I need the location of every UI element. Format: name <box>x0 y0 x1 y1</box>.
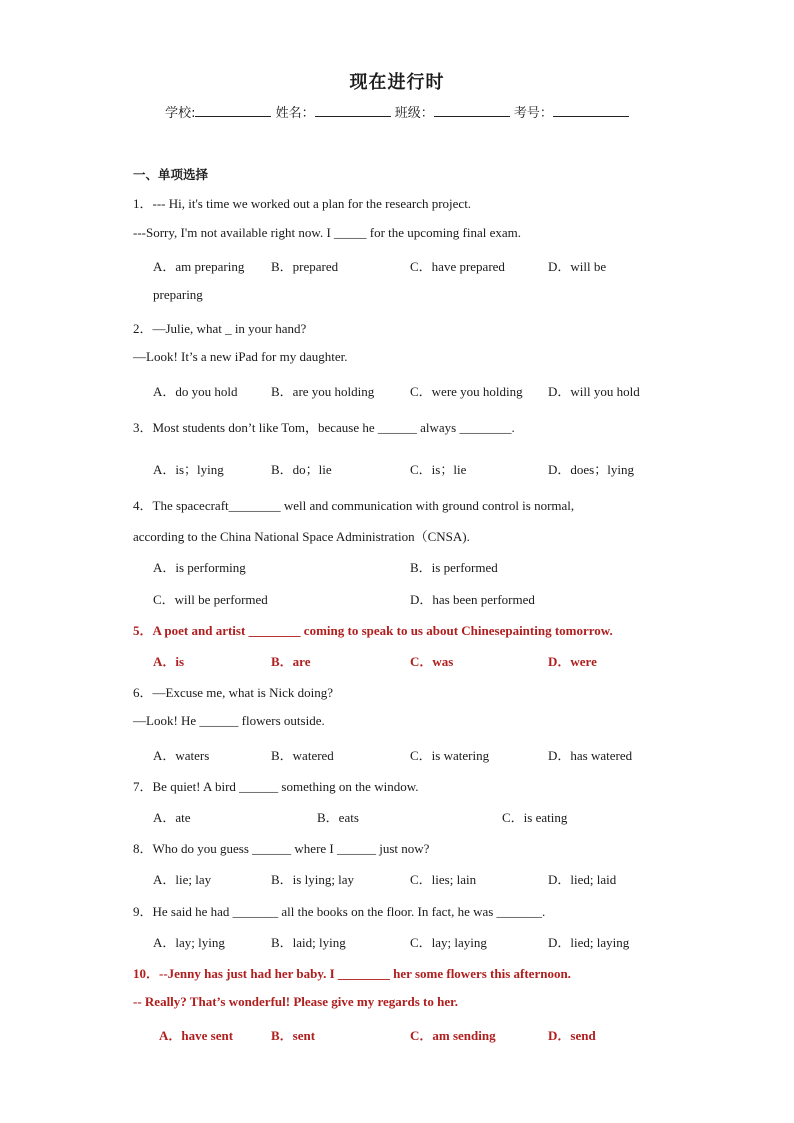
page-title: 现在进行时 <box>349 72 445 93</box>
question-2-reply: —Look! It’s a new iPad for my daughter. <box>133 349 348 364</box>
class-label: 班级： <box>394 106 434 121</box>
question-3-option-b: B．do；lie <box>271 462 332 477</box>
school-label: 学校: <box>165 106 196 121</box>
student-info-line <box>0 102 794 121</box>
question-3-option-d: D．does；lying <box>548 462 634 477</box>
class-blank <box>434 104 510 117</box>
question-9-option-d: D．lied; laying <box>548 935 630 950</box>
question-8-stem: 8．Who do you guess ______ where I ______ just now? <box>133 841 430 856</box>
question-2-option-d: D．will you hold <box>548 384 640 399</box>
question-9-option-c: C．lay; laying <box>410 935 487 950</box>
question-4-option-b: B．is performed <box>410 560 498 575</box>
question-7-option-a: A．ate <box>153 810 191 825</box>
question-1-option-a: A．am preparing <box>153 259 245 274</box>
question-4-option-a: A．is performing <box>153 560 246 575</box>
question-6-stem: 6．—Excuse me, what is Nick doing? <box>133 685 334 700</box>
question-10-option-a: A．have sent <box>159 1028 234 1043</box>
question-10-reply: -- Really? That’s wonderful! Please give my regards to her. <box>133 994 458 1009</box>
question-5-option-c: C．was <box>410 654 454 669</box>
name-label: 姓名： <box>275 106 315 121</box>
question-4-option-c: C．will be performed <box>153 592 268 607</box>
question-10-stem: 10．--Jenny has just had her baby. I ________ her some flowers this afternoon. <box>133 966 571 981</box>
number-label: 考号： <box>513 106 553 121</box>
question-9-option-a: A．lay; lying <box>153 935 225 950</box>
question-6-reply: —Look! He ______ flowers outside. <box>133 713 325 728</box>
question-5-option-b: B．are <box>271 654 311 669</box>
question-9-stem: 9．He said he had _______ all the books on the floor. In fact, he was _______. <box>133 904 546 919</box>
question-8-option-d: D．lied; laid <box>548 872 617 887</box>
question-6-option-b: B．watered <box>271 748 334 763</box>
question-10-option-d: D．send <box>548 1028 596 1043</box>
question-1-option-c: C．have prepared <box>410 259 505 274</box>
school-blank <box>195 104 271 117</box>
question-8-option-c: C．lies; lain <box>410 872 477 887</box>
question-2-option-a: A．do you hold <box>153 384 238 399</box>
question-2-stem: 2．—Julie, what _ in your hand? <box>133 321 307 336</box>
question-1-option-b: B．prepared <box>271 259 339 274</box>
name-blank <box>315 104 391 117</box>
question-10-option-c: C．am sending <box>410 1028 496 1043</box>
question-3-option-c: C．is；lie <box>410 462 467 477</box>
question-9-option-b: B．laid; lying <box>271 935 346 950</box>
question-5-stem: 5．A poet and artist ________ coming to speak to us about Chinesepainting tomorrow. <box>133 623 613 638</box>
question-4-stem: 4．The spacecraft________ well and communication with ground control is normal, <box>133 498 575 513</box>
question-6-option-d: D．has watered <box>548 748 633 763</box>
question-3-stem: 3．Most students don’t like Tom，because he ______ always ________. <box>133 420 515 435</box>
question-4-option-d: D．has been performed <box>410 592 535 607</box>
question-1-option-d: D．will be <box>548 259 607 274</box>
question-1-stem: 1．--- Hi, it's time we worked out a plan for the research project. <box>133 196 472 211</box>
question-4-stem-continued: according to the China National Space Administration（CNSA). <box>133 529 470 544</box>
question-6-option-c: C．is watering <box>410 748 490 763</box>
question-6-option-a: A．waters <box>153 748 210 763</box>
question-8-option-a: A．lie; lay <box>153 872 212 887</box>
question-5-option-d: D．were <box>548 654 597 669</box>
question-2-option-c: C．were you holding <box>410 384 523 399</box>
question-10-option-b: B．sent <box>271 1028 316 1043</box>
question-3-option-a: A．is；lying <box>153 462 224 477</box>
question-2-option-b: B．are you holding <box>271 384 375 399</box>
question-7-stem: 7．Be quiet! A bird ______ something on the window. <box>133 779 419 794</box>
number-blank <box>553 104 629 117</box>
question-5-option-a: A．is <box>153 654 185 669</box>
question-7-option-b: B．eats <box>317 810 359 825</box>
section-title: 一、单项选择 <box>133 167 209 182</box>
question-1-reply: ---Sorry, I'm not available right now. I _____ for the upcoming final exam. <box>133 225 522 240</box>
question-7-option-c: C．is eating <box>502 810 568 825</box>
question-8-option-b: B．is lying; lay <box>271 872 355 887</box>
question-1-option-d-wrap: preparing <box>153 287 203 302</box>
